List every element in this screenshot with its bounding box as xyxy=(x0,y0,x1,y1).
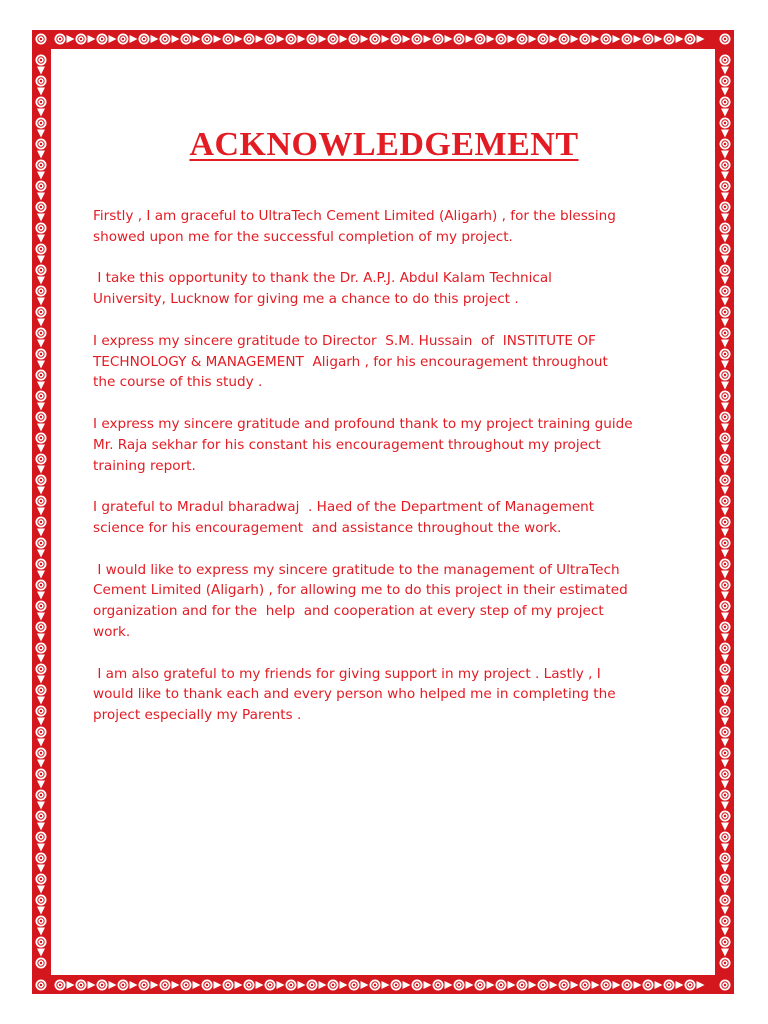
paragraph-line: I am also grateful to my friends for giving support in my project . Lastly , I xyxy=(93,665,601,682)
paragraph-line: training report. xyxy=(93,457,196,474)
paragraph-line: I express my sincere gratitude to Director S.M. Hussain of INSTITUTE OF xyxy=(93,332,596,349)
paragraph-line: I would like to express my sincere gratitude to the management of UltraTech xyxy=(93,561,620,578)
paragraph-line: would like to thank each and every person who helped me in completing the xyxy=(93,686,616,703)
paragraph-6 xyxy=(93,560,683,643)
paragraph-3 xyxy=(93,331,683,393)
paragraph-line: project especially my Parents . xyxy=(93,707,302,724)
paragraph-2 xyxy=(93,268,683,310)
paragraph-line: Mr. Raja sekhar for his constant his encouragement throughout my project xyxy=(93,436,601,453)
paragraph-line: Firstly , I am graceful to UltraTech Cement Limited (Aligarh) , for the blessing xyxy=(93,208,616,224)
paragraph-line: Cement Limited (Aligarh) , for allowing me to do this project in their estimated xyxy=(93,582,628,599)
paragraph-1 xyxy=(93,206,683,248)
paragraph-line: TECHNOLOGY & MANAGEMENT Aligarh , for his encouragement throughout xyxy=(93,353,608,370)
paragraph-line: I grateful to Mradul bharadwaj . Haed of the Department of Management xyxy=(93,499,595,516)
paragraph-line: I take this opportunity to thank the Dr. A.P.J. Abdul Kalam Technical xyxy=(93,270,552,287)
page-title: ACKNOWLEDGEMENT xyxy=(189,126,579,163)
paragraph-4 xyxy=(93,414,683,476)
paragraph-line: the course of this study . xyxy=(93,374,263,391)
paragraph-7 xyxy=(93,664,683,726)
acknowledgement-body xyxy=(93,206,683,747)
paragraph-line: University, Lucknow for giving me a chance to do this project . xyxy=(93,291,519,308)
paragraph-line: work. xyxy=(93,623,131,640)
paragraph-line: I express my sincere gratitude and profound thank to my project training guide xyxy=(93,415,633,432)
paragraph-line: organization and for the help and cooperation at every step of my project xyxy=(93,603,604,620)
paragraph-5 xyxy=(93,497,683,539)
paragraph-line: showed upon me for the successful completion of my project. xyxy=(93,228,513,245)
paragraph-line: science for his encouragement and assistance throughout the work. xyxy=(93,519,562,536)
